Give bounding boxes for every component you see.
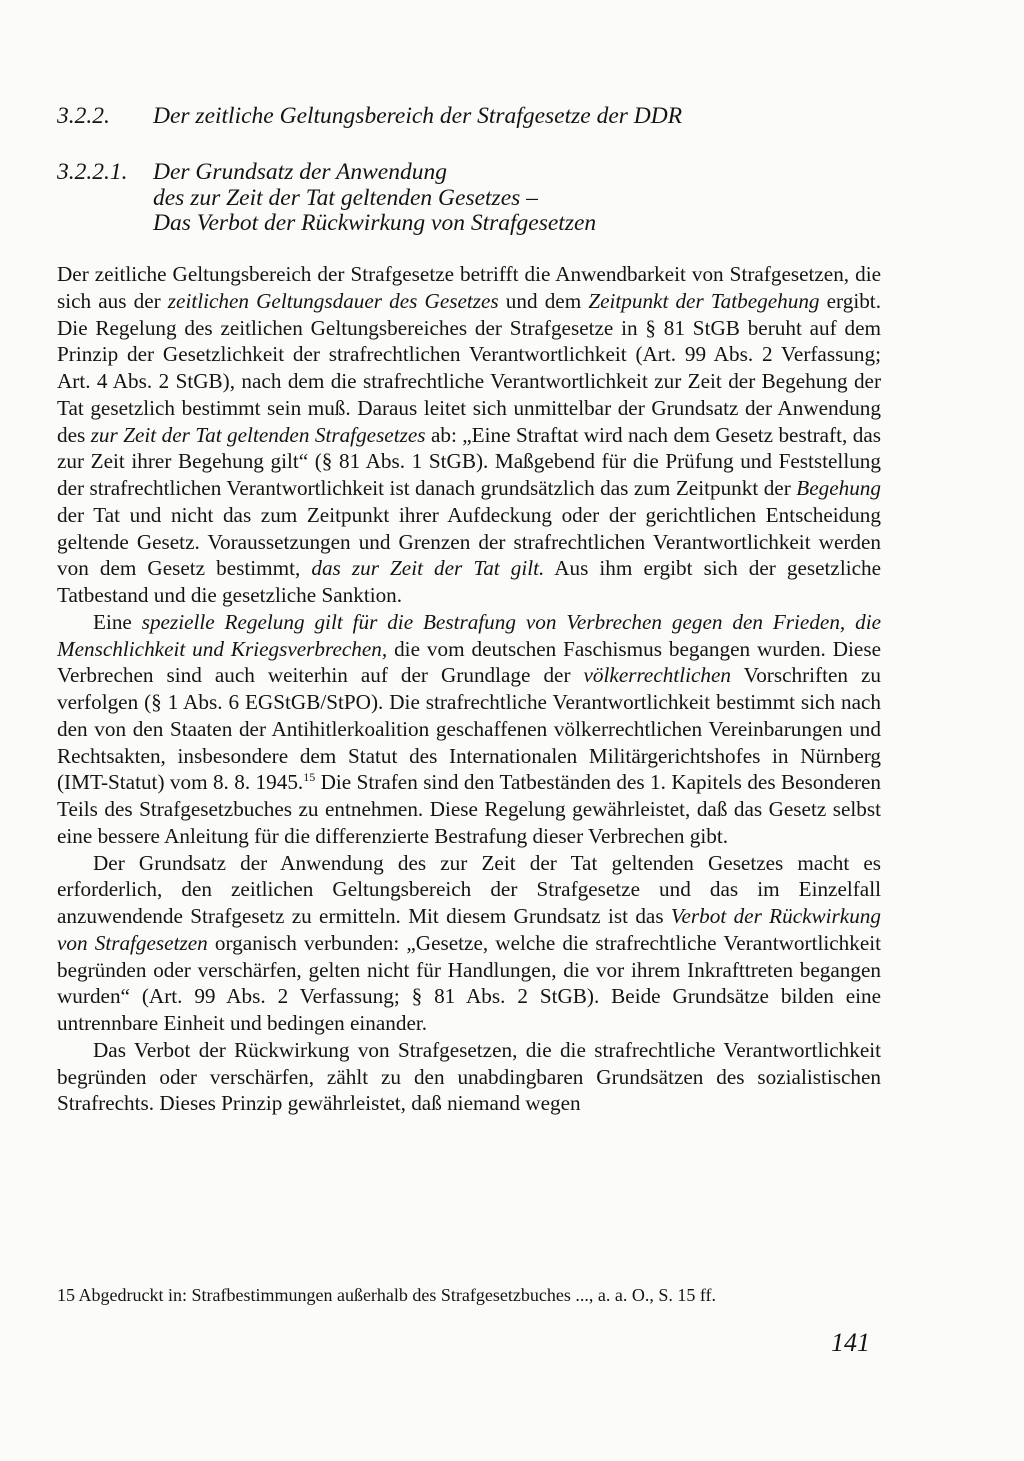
emphasis: das zur Zeit der Tat gilt.	[311, 556, 545, 581]
text-run: Die Strafen sind den Tatbeständen des 1. Kapitels des Besonderen Teils des Strafgesetzbuches zu entnehmen. Diese Regelung gewährleistet, daß das Gesetz selbst eine bessere Anleitung für die differenzierte Bestrafung dieser Verbrechen gibt.	[57, 770, 881, 848]
text-run: Das Verbot der Rückwirkung von Strafgesetzen, die die strafrechtliche Verantwortlichkeit begründen oder verschärfen, zählt zu den unabdingbaren Grundsätzen des sozialistischen Strafrechts. Dieses Prinzip gewährleistet, daß niemand wegen	[57, 1037, 881, 1116]
text-run: Der zeitliche Geltungsbereich der Strafgesetze betrifft die Anwendbarkeit von Strafgesetzen, die sich aus der	[57, 262, 881, 313]
paragraph-3	[57, 850, 881, 1037]
text-run: der Tat und nicht das zum Zeitpunkt ihrer Aufdeckung oder der gerichtlichen Entscheidung geltende Gesetz. Voraussetzungen und Grenzen der strafrechtlichen Verantwortlichkeit werden von dem Gesetz bestimmt,	[57, 502, 881, 581]
text-run: und dem	[498, 288, 589, 313]
page-number: 141	[831, 1328, 870, 1357]
emphasis: Begehung	[796, 476, 881, 500]
footnote-15: 15 Abgedruckt in: Strafbestimmungen außerhalb des Strafgesetzbuches ..., a. a. O., S. 15 ff.	[57, 1285, 717, 1305]
text-run: ab: „Eine Straftat wird nach dem Gesetz bestraft, das zur Zeit ihrer Begehung gilt“ (§ 81 Abs. 1 StGB). Maßgebend für die Prüfung und Feststellung der strafrechtlichen Verantwortlichkeit ist danach grundsätzlich das zum Zeitpunkt der	[57, 422, 881, 500]
subsection-title-line-3: Das Verbot der Rückwirkung von Strafgesetzen	[153, 210, 597, 236]
emphasis: zur Zeit der Tat geltenden Strafgesetzes	[90, 422, 426, 447]
text-run: Vorschriften zu verfolgen (§ 1 Abs. 6 EGStGB/StPO). Die strafrechtliche Verantwortlichkeit bestimmt sich nach den von den Staaten der Antihitlerkoalition geschaffenen völkerrechtlichen Vereinbarungen und Rechtsakten, insbesondere dem Statut des Internationalen Militärgerichtshofes in Nürnberg (IMT-Statut) vom 8. 8. 1945.	[57, 663, 881, 795]
subsection-title-line-1: Der Grundsatz der Anwendung	[153, 159, 447, 185]
emphasis: völkerrechtlichen	[583, 663, 731, 688]
section-title: Der zeitliche Geltungsbereich der Strafgesetze der DDR	[153, 103, 683, 129]
subsection-number: 3.2.2.1.	[57, 159, 128, 185]
text-run: Eine	[93, 609, 142, 634]
text-run: die vom deutschen Faschismus begangen wurden. Diese Verbrechen sind auch weiterhin auf der Grundlage der	[57, 636, 881, 688]
emphasis: Zeitpunkt der Tatbegehung	[588, 288, 820, 313]
section-number: 3.2.2.	[57, 103, 110, 129]
paragraph-2	[57, 609, 881, 850]
subsection-title	[153, 160, 596, 237]
emphasis: Verbot der Rückwirkung von Strafgesetzen	[57, 904, 881, 955]
paragraph-1	[57, 261, 881, 609]
paragraph-4	[57, 1037, 881, 1117]
body-text	[57, 261, 881, 1117]
text-run: organisch verbunden: „Gesetze, welche die strafrechtliche Verantwortlichkeit begründen oder verschärfen, gelten nicht für Handlungen, die vor ihrem Inkrafttreten begangen wurden“ (Art. 99 Abs. 2 Verfassung; § 81 Abs. 2 StGB). Beide Grundsätze bilden eine untrennbare Einheit und bedingen einander.	[57, 930, 882, 1035]
subsection-title-line-2: des zur Zeit der Tat geltenden Gesetzes –	[153, 184, 538, 211]
emphasis: zeitlichen Geltungsdauer des Gesetzes	[167, 288, 499, 313]
text-run: Der Grundsatz der Anwendung des zur Zeit der Tat geltenden Gesetzes macht es erforderlich, den zeitlichen Geltungsbereich der Strafgesetze und das im Einzelfall anzuwendende Strafgesetz zu ermitteln. Mit diesem Grundsatz ist das	[57, 850, 881, 928]
footnote-marker: 15	[303, 770, 316, 785]
text-run: Aus ihm ergibt sich der gesetzliche Tatbestand und die gesetzliche Sanktion.	[57, 556, 882, 607]
emphasis: spezielle Regelung gilt für die Bestrafung von Verbrechen gegen den Frieden, die Menschlichkeit und Kriegsverbrechen,	[57, 609, 881, 661]
text-run: ergibt. Die Regelung des zeitlichen Geltungsbereiches der Strafgesetze in § 81 StGB beruht auf dem Prinzip der Gesetzlichkeit der strafrechtlichen Verantwortlichkeit (Art. 99 Abs. 2 Verfassung; Art. 4 Abs. 2 StGB), nach dem die strafrechtliche Verantwortlichkeit zur Zeit der Begehung der Tat gesetzlich bestimmt sein muß. Daraus leitet sich unmittelbar der Grundsatz der Anwendung des	[57, 288, 881, 447]
